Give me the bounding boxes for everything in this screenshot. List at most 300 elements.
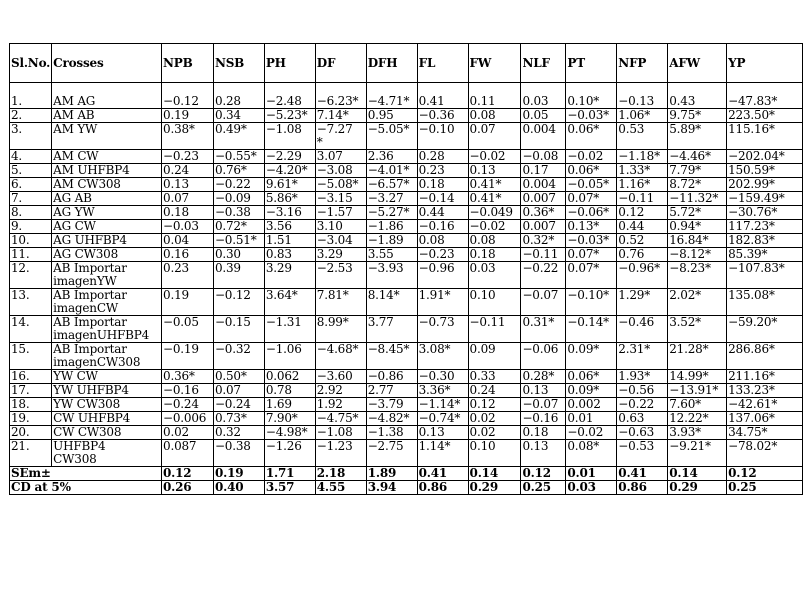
value-cell: 0.33 — [468, 370, 521, 384]
value-cell: 3.36* — [417, 384, 468, 398]
serial-number-cell: 9. — [10, 220, 52, 234]
value-cell: 0.41* — [468, 192, 521, 206]
value-cell: −0.12 — [162, 83, 214, 109]
value-cell: 3.29 — [264, 262, 315, 289]
summary-row — [10, 467, 803, 481]
table-row — [10, 398, 803, 412]
value-cell: 0.10 — [468, 289, 521, 316]
serial-number-cell: 19. — [10, 412, 52, 426]
summary-label-cell: CD at 5% — [10, 481, 162, 495]
value-cell: −0.15 — [213, 316, 264, 343]
value-cell: 0.83 — [264, 248, 315, 262]
table-header — [10, 44, 803, 83]
value-cell: 0.08* — [566, 440, 617, 467]
value-cell: 0.11 — [468, 83, 521, 109]
serial-number-cell: 20. — [10, 426, 52, 440]
value-cell: 9.61* — [264, 178, 315, 192]
value-cell: −4.01* — [366, 164, 417, 178]
value-cell: 3.10 — [315, 220, 366, 234]
value-cell: 0.78 — [264, 384, 315, 398]
value-cell: 0.004 — [521, 123, 566, 150]
cross-name-cell: CW CW308 — [52, 426, 162, 440]
serial-number-cell: 21. — [10, 440, 52, 467]
cross-name-cell: AM CW308 — [52, 178, 162, 192]
cross-name-cell: AM CW — [52, 150, 162, 164]
value-cell: 7.79* — [668, 164, 727, 178]
value-cell: 0.18 — [417, 178, 468, 192]
value-cell: 0.30 — [213, 248, 264, 262]
value-cell: −0.11 — [617, 192, 668, 206]
value-cell: −0.12 — [213, 289, 264, 316]
value-cell: −8.12* — [668, 248, 727, 262]
value-cell: −0.02 — [566, 426, 617, 440]
value-cell: 0.17 — [521, 164, 566, 178]
value-cell: −0.56 — [617, 384, 668, 398]
value-cell: 0.41* — [468, 178, 521, 192]
header-row — [10, 44, 803, 83]
value-cell: 0.18 — [521, 426, 566, 440]
value-cell: 16.84* — [668, 234, 727, 248]
value-cell: −4.98* — [264, 426, 315, 440]
cross-name-cell: AG AB — [52, 192, 162, 206]
value-cell: 9.75* — [668, 109, 727, 123]
value-cell: 150.59* — [727, 164, 803, 178]
value-cell: 85.39* — [727, 248, 803, 262]
value-cell: 0.07 — [162, 192, 214, 206]
value-cell: 3.93* — [668, 426, 727, 440]
value-cell: −9.21* — [668, 440, 727, 467]
value-cell: 0.18 — [162, 206, 214, 220]
value-cell: −47.83* — [727, 83, 803, 109]
value-cell: −3.27 — [366, 192, 417, 206]
value-cell: 0.08 — [417, 234, 468, 248]
value-cell: −0.049 — [468, 206, 521, 220]
value-cell: 2.92 — [315, 384, 366, 398]
value-cell: −5.08* — [315, 178, 366, 192]
value-cell: 0.76* — [213, 164, 264, 178]
summary-value-cell: 4.55 — [315, 481, 366, 495]
value-cell: −0.86 — [366, 370, 417, 384]
value-cell: −0.16 — [521, 412, 566, 426]
serial-number-cell: 16. — [10, 370, 52, 384]
value-cell: −0.02 — [468, 220, 521, 234]
value-cell: −0.51* — [213, 234, 264, 248]
column-header: FL — [417, 44, 468, 83]
value-cell: −6.23* — [315, 83, 366, 109]
value-cell: 117.23* — [727, 220, 803, 234]
value-cell: −0.22 — [521, 262, 566, 289]
serial-number-cell: 6. — [10, 178, 52, 192]
value-cell: −4.82* — [366, 412, 417, 426]
table-row — [10, 370, 803, 384]
serial-number-cell: 15. — [10, 343, 52, 370]
value-cell: 0.03 — [468, 262, 521, 289]
value-cell: 0.13 — [468, 164, 521, 178]
value-cell: 1.92 — [315, 398, 366, 412]
value-cell: 0.49* — [213, 123, 264, 150]
value-cell: 2.77 — [366, 384, 417, 398]
value-cell: 0.53 — [617, 123, 668, 150]
serial-number-cell: 18. — [10, 398, 52, 412]
table-body — [10, 83, 803, 467]
value-cell: −78.02* — [727, 440, 803, 467]
value-cell: −0.23 — [162, 150, 214, 164]
value-cell: 0.31* — [521, 316, 566, 343]
value-cell: −0.06 — [521, 343, 566, 370]
value-cell: −1.08 — [315, 426, 366, 440]
cross-name-cell: AM YW — [52, 123, 162, 150]
summary-value-cell: 0.12 — [162, 467, 214, 481]
value-cell: 0.43 — [668, 83, 727, 109]
column-header: DFH — [366, 44, 417, 83]
column-header: FW — [468, 44, 521, 83]
summary-value-cell: 0.40 — [213, 481, 264, 495]
value-cell: −0.63 — [617, 426, 668, 440]
value-cell: 2.36 — [366, 150, 417, 164]
column-header: NFP — [617, 44, 668, 83]
value-cell: 202.99* — [727, 178, 803, 192]
value-cell: 0.52 — [617, 234, 668, 248]
value-cell: −0.73 — [417, 316, 468, 343]
value-cell: −1.57 — [315, 206, 366, 220]
value-cell: −0.14* — [566, 316, 617, 343]
value-cell: 0.03 — [521, 83, 566, 109]
value-cell: 3.64* — [264, 289, 315, 316]
value-cell: −11.32* — [668, 192, 727, 206]
table-row — [10, 426, 803, 440]
value-cell: 8.14* — [366, 289, 417, 316]
column-header: YP — [727, 44, 803, 83]
value-cell: 0.73* — [213, 412, 264, 426]
cross-name-cell: YW CW308 — [52, 398, 162, 412]
value-cell: 115.16* — [727, 123, 803, 150]
cross-name-cell: AB Importar imagenUHFBP4 — [52, 316, 162, 343]
value-cell: 0.50* — [213, 370, 264, 384]
summary-value-cell: 0.41 — [417, 467, 468, 481]
value-cell: −0.32 — [213, 343, 264, 370]
value-cell: −1.26 — [264, 440, 315, 467]
value-cell: −0.10* — [566, 289, 617, 316]
serial-number-cell: 13. — [10, 289, 52, 316]
value-cell: −1.14* — [417, 398, 468, 412]
table-row — [10, 192, 803, 206]
value-cell: −0.46 — [617, 316, 668, 343]
value-cell: −5.27* — [366, 206, 417, 220]
table-footer — [10, 467, 803, 495]
value-cell: 2.02* — [668, 289, 727, 316]
table-row — [10, 164, 803, 178]
value-cell: 0.72* — [213, 220, 264, 234]
value-cell: −0.02 — [566, 150, 617, 164]
summary-value-cell: 0.29 — [468, 481, 521, 495]
value-cell: 0.007 — [521, 192, 566, 206]
table-row — [10, 384, 803, 398]
value-cell: 0.06* — [566, 370, 617, 384]
value-cell: −0.38 — [213, 206, 264, 220]
cross-name-cell: AG YW — [52, 206, 162, 220]
column-header: AFW — [668, 44, 727, 83]
serial-number-cell: 4. — [10, 150, 52, 164]
value-cell: 0.10 — [468, 440, 521, 467]
value-cell: 286.86* — [727, 343, 803, 370]
value-cell: 1.06* — [617, 109, 668, 123]
value-cell: −4.68* — [315, 343, 366, 370]
table-row — [10, 289, 803, 316]
value-cell: 7.90* — [264, 412, 315, 426]
value-cell: 0.28 — [417, 150, 468, 164]
value-cell: 0.07* — [566, 262, 617, 289]
value-cell: −0.53 — [617, 440, 668, 467]
value-cell: −0.03* — [566, 109, 617, 123]
value-cell: 0.01 — [566, 412, 617, 426]
summary-value-cell: 3.94 — [366, 481, 417, 495]
serial-number-cell: 3. — [10, 123, 52, 150]
value-cell: 3.52* — [668, 316, 727, 343]
value-cell: −30.76* — [727, 206, 803, 220]
summary-value-cell: 2.18 — [315, 467, 366, 481]
value-cell: −7.27 * — [315, 123, 366, 150]
value-cell: −0.22 — [213, 178, 264, 192]
cross-name-cell: UHFBP4 CW308 — [52, 440, 162, 467]
table-row — [10, 206, 803, 220]
value-cell: 0.38* — [162, 123, 214, 150]
value-cell: −107.83* — [727, 262, 803, 289]
value-cell: 0.36* — [521, 206, 566, 220]
table-row — [10, 220, 803, 234]
summary-value-cell: 3.57 — [264, 481, 315, 495]
value-cell: 0.39 — [213, 262, 264, 289]
summary-value-cell: 0.14 — [668, 467, 727, 481]
value-cell: −0.09 — [213, 192, 264, 206]
value-cell: −0.55* — [213, 150, 264, 164]
value-cell: 223.50* — [727, 109, 803, 123]
value-cell: −3.16 — [264, 206, 315, 220]
value-cell: 3.29 — [315, 248, 366, 262]
summary-label-cell: SEm± — [10, 467, 162, 481]
summary-value-cell: 0.86 — [617, 481, 668, 495]
value-cell: −1.08 — [264, 123, 315, 150]
column-header: DF — [315, 44, 366, 83]
value-cell: 3.07 — [315, 150, 366, 164]
value-cell: −0.30 — [417, 370, 468, 384]
column-header: NSB — [213, 44, 264, 83]
value-cell: 0.23 — [417, 164, 468, 178]
value-cell: −0.10 — [417, 123, 468, 150]
value-cell: 3.77 — [366, 316, 417, 343]
serial-number-cell: 2. — [10, 109, 52, 123]
value-cell: 3.55 — [366, 248, 417, 262]
value-cell: −1.86 — [366, 220, 417, 234]
table-row — [10, 316, 803, 343]
value-cell: −3.79 — [366, 398, 417, 412]
value-cell: −1.31 — [264, 316, 315, 343]
value-cell: 1.14* — [417, 440, 468, 467]
cross-name-cell: YW CW — [52, 370, 162, 384]
value-cell: 0.16 — [162, 248, 214, 262]
value-cell: 0.10* — [566, 83, 617, 109]
value-cell: −1.23 — [315, 440, 366, 467]
value-cell: −0.96* — [617, 262, 668, 289]
value-cell: 0.06* — [566, 123, 617, 150]
value-cell: −0.13 — [617, 83, 668, 109]
column-header: PT — [566, 44, 617, 83]
value-cell: −1.18* — [617, 150, 668, 164]
table-row — [10, 234, 803, 248]
value-cell: 0.13 — [521, 440, 566, 467]
value-cell: 0.76 — [617, 248, 668, 262]
cross-name-cell: AG UHFBP4 — [52, 234, 162, 248]
value-cell: −3.93 — [366, 262, 417, 289]
value-cell: 0.18 — [468, 248, 521, 262]
table-row — [10, 412, 803, 426]
value-cell: −5.05* — [366, 123, 417, 150]
cross-name-cell: AB Importar imagenCW — [52, 289, 162, 316]
value-cell: −42.61* — [727, 398, 803, 412]
value-cell: 182.83* — [727, 234, 803, 248]
value-cell: 0.004 — [521, 178, 566, 192]
value-cell: 0.28 — [213, 83, 264, 109]
value-cell: 0.23 — [162, 262, 214, 289]
value-cell: 0.41 — [417, 83, 468, 109]
value-cell: 0.13 — [162, 178, 214, 192]
value-cell: 1.33* — [617, 164, 668, 178]
value-cell: 133.23* — [727, 384, 803, 398]
value-cell: 0.087 — [162, 440, 214, 467]
serial-number-cell: 1. — [10, 83, 52, 109]
value-cell: 0.34 — [213, 109, 264, 123]
cross-name-cell: AB Importar imagenCW308 — [52, 343, 162, 370]
value-cell: −1.89 — [366, 234, 417, 248]
value-cell: −4.20* — [264, 164, 315, 178]
serial-number-cell: 5. — [10, 164, 52, 178]
value-cell: −1.38 — [366, 426, 417, 440]
serial-number-cell: 14. — [10, 316, 52, 343]
value-cell: −2.53 — [315, 262, 366, 289]
value-cell: −0.11 — [521, 248, 566, 262]
value-cell: −0.22 — [617, 398, 668, 412]
table-row — [10, 262, 803, 289]
value-cell: 0.08 — [468, 234, 521, 248]
value-cell: 0.02 — [468, 426, 521, 440]
table-row — [10, 109, 803, 123]
value-cell: 0.06* — [566, 164, 617, 178]
value-cell: 3.56 — [264, 220, 315, 234]
cross-name-cell: AB Importar imagenYW — [52, 262, 162, 289]
value-cell: 0.19 — [162, 109, 214, 123]
value-cell: 8.99* — [315, 316, 366, 343]
table-row — [10, 123, 803, 150]
summary-value-cell: 0.26 — [162, 481, 214, 495]
value-cell: 0.02 — [468, 412, 521, 426]
value-cell: −0.16 — [417, 220, 468, 234]
summary-value-cell: 1.71 — [264, 467, 315, 481]
summary-value-cell: 0.25 — [521, 481, 566, 495]
value-cell: 0.002 — [566, 398, 617, 412]
value-cell: −0.96 — [417, 262, 468, 289]
value-cell: −0.06* — [566, 206, 617, 220]
serial-number-cell: 17. — [10, 384, 52, 398]
value-cell: 1.69 — [264, 398, 315, 412]
value-cell: 0.95 — [366, 109, 417, 123]
table-row — [10, 343, 803, 370]
column-header: PH — [264, 44, 315, 83]
value-cell: 0.12 — [617, 206, 668, 220]
value-cell: −3.15 — [315, 192, 366, 206]
summary-value-cell: 0.14 — [468, 467, 521, 481]
value-cell: 0.28* — [521, 370, 566, 384]
value-cell: 1.29* — [617, 289, 668, 316]
value-cell: −2.75 — [366, 440, 417, 467]
value-cell: −0.36 — [417, 109, 468, 123]
value-cell: −0.03* — [566, 234, 617, 248]
table-row — [10, 440, 803, 467]
cross-name-cell: AG CW — [52, 220, 162, 234]
value-cell: 0.44 — [417, 206, 468, 220]
value-cell: 211.16* — [727, 370, 803, 384]
value-cell: 0.09 — [468, 343, 521, 370]
cross-name-cell: YW UHFBP4 — [52, 384, 162, 398]
value-cell: −0.38 — [213, 440, 264, 467]
value-cell: −0.07 — [521, 398, 566, 412]
value-cell: 7.60* — [668, 398, 727, 412]
value-cell: 1.93* — [617, 370, 668, 384]
value-cell: 0.94* — [668, 220, 727, 234]
value-cell: −0.74* — [417, 412, 468, 426]
value-cell: 21.28* — [668, 343, 727, 370]
summary-value-cell: 0.86 — [417, 481, 468, 495]
value-cell: −2.48 — [264, 83, 315, 109]
value-cell: 0.04 — [162, 234, 214, 248]
value-cell: −0.05 — [162, 316, 214, 343]
value-cell: 135.08* — [727, 289, 803, 316]
summary-value-cell: 0.19 — [213, 467, 264, 481]
value-cell: 5.72* — [668, 206, 727, 220]
value-cell: 0.32* — [521, 234, 566, 248]
value-cell: 5.89* — [668, 123, 727, 150]
value-cell: −0.08 — [521, 150, 566, 164]
table-row — [10, 150, 803, 164]
value-cell: 0.08 — [468, 109, 521, 123]
cross-name-cell: AG CW308 — [52, 248, 162, 262]
summary-row — [10, 481, 803, 495]
results-table — [9, 43, 803, 495]
value-cell: −4.46* — [668, 150, 727, 164]
value-cell: 0.32 — [213, 426, 264, 440]
value-cell: −8.45* — [366, 343, 417, 370]
value-cell: −0.24 — [213, 398, 264, 412]
value-cell: −0.24 — [162, 398, 214, 412]
value-cell: 0.12 — [468, 398, 521, 412]
value-cell: 7.81* — [315, 289, 366, 316]
cross-name-cell: AM UHFBP4 — [52, 164, 162, 178]
serial-number-cell: 8. — [10, 206, 52, 220]
column-header: Sl.No. — [10, 44, 52, 83]
value-cell: −3.60 — [315, 370, 366, 384]
summary-value-cell: 0.25 — [727, 481, 803, 495]
value-cell: 1.91* — [417, 289, 468, 316]
value-cell: −0.16 — [162, 384, 214, 398]
value-cell: −4.71* — [366, 83, 417, 109]
column-header: Crosses — [52, 44, 162, 83]
value-cell: −159.49* — [727, 192, 803, 206]
value-cell: 0.09* — [566, 343, 617, 370]
serial-number-cell: 10. — [10, 234, 52, 248]
value-cell: −0.006 — [162, 412, 214, 426]
value-cell: −0.03 — [162, 220, 214, 234]
value-cell: 14.99* — [668, 370, 727, 384]
table-row — [10, 248, 803, 262]
cross-name-cell: AM AB — [52, 109, 162, 123]
